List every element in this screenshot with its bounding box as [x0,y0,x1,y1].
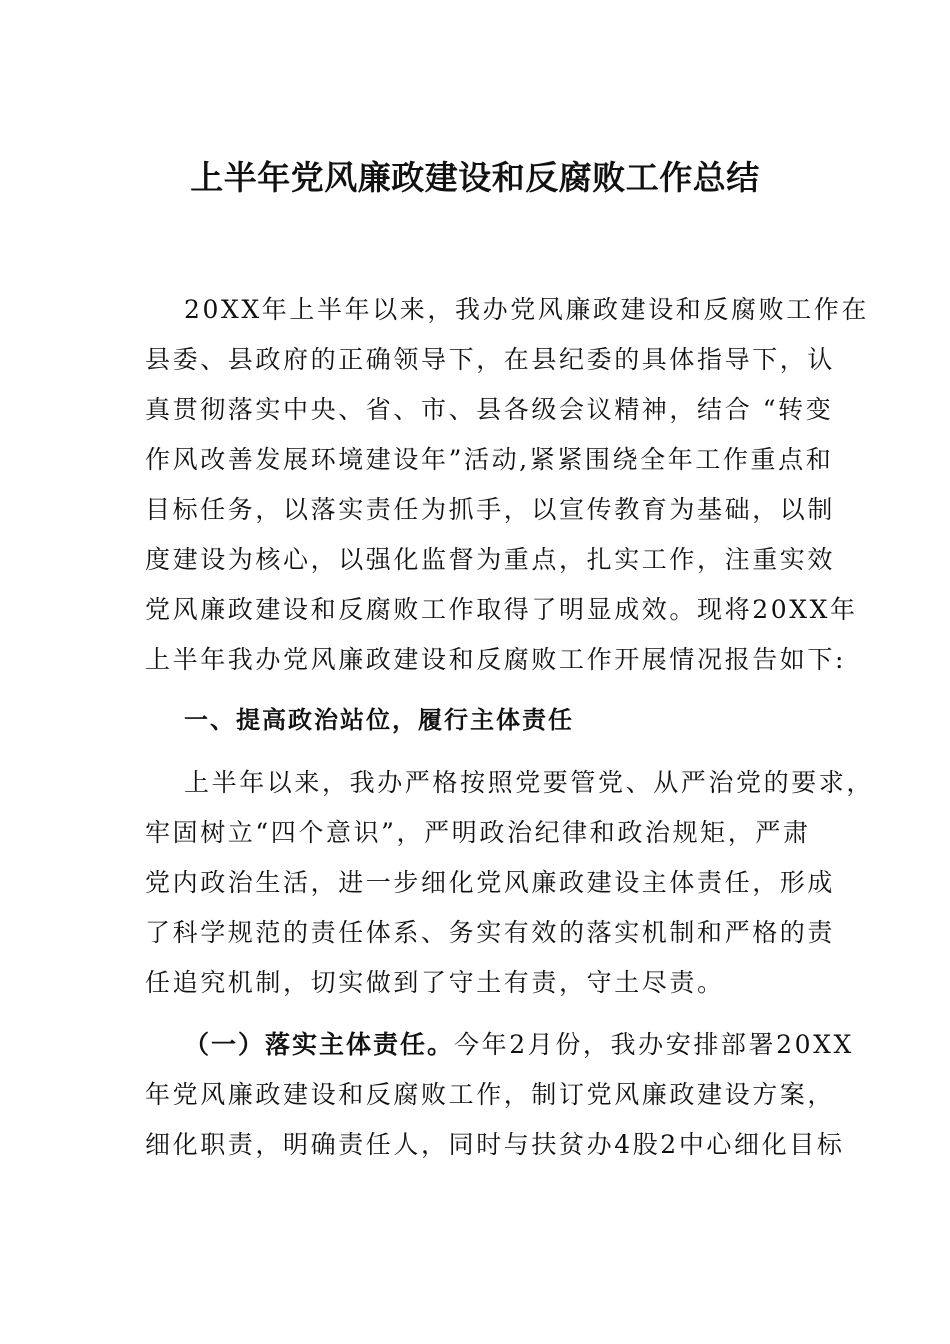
section-line: 牢固树立“四个意识”，严明政治纪律和政治规矩，严肃 [145,818,811,847]
subsection-line: 细化职责，明确责任人，同时与扶贫办4股2中心细化目标 [145,1130,845,1159]
intro-line: 真贯彻落实中央、省、市、县各级会议精神，结合 “转变 [145,395,834,424]
subsection-line-text: 今年2月份，我办安排部署20XX [454,1030,854,1059]
section-heading: 一、提高政治站位，履行主体责任 [184,706,574,734]
section-line: 了科学规范的责任体系、务实有效的落实机制和严格的责 [145,918,836,947]
intro-line: 上半年我办党风廉政建设和反腐败工作开展情况报告如下: [145,645,847,674]
intro-line: 县委、县政府的正确领导下，在县纪委的具体指导下，认 [145,345,836,374]
intro-line: 目标任务，以落实责任为抓手，以宣传教育为基础，以制 [145,495,836,524]
section-line: 任追究机制，切实做到了守土有责，守土尽责。 [145,968,725,997]
subsection-first-line [184,1020,854,1070]
subsection-lead: （一）落实主体责任。 [184,1030,455,1059]
subsection-line: 年党风廉政建设和反腐败工作，制订党风廉政建设方案， [145,1080,836,1109]
section-line: 上半年以来，我办严格按照党要管党、从严治党的要求， [184,768,875,797]
intro-line: 度建设为核心，以强化监督为重点，扎实工作，注重实效 [145,545,836,574]
intro-line: 作风改善发展环境建设年”活动,紧紧围绕全年工作重点和 [145,445,834,474]
document-title: 上半年党风廉政建设和反腐败工作总结 [190,158,760,197]
section-line: 党内政治生活，进一步细化党风廉政建设主体责任，形成 [145,868,836,897]
intro-line: 20XX年上半年以来，我办党风廉政建设和反腐败工作在 [184,295,870,324]
intro-line: 党风廉政建设和反腐败工作取得了明显成效。现将20XX年 [145,595,858,624]
